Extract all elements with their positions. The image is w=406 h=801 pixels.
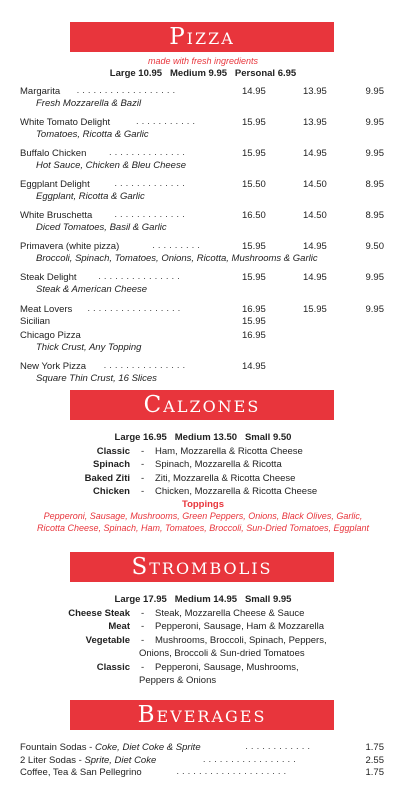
calzone-desc: Chicken, Mozzarella & Ricotta Cheese [155, 485, 318, 497]
beverage-detail: Sprite, Diet Coke [84, 754, 157, 766]
calzone-name: Classic [96, 446, 130, 457]
calzone-desc: Ziti, Mozzarella & Ricotta Cheese [155, 472, 296, 484]
pizza-title: Pizza [169, 24, 235, 50]
calzone-dash: - [141, 472, 145, 484]
stromboli-name: Cheese Steak [68, 608, 130, 619]
stromboli-dash: - [141, 621, 145, 633]
strombolis-banner [70, 552, 334, 582]
pizza-price-large: 16.95 [242, 330, 266, 341]
beverage-separator: - [86, 742, 95, 753]
calzone-dash: - [141, 485, 145, 497]
stromboli-dash: - [141, 608, 145, 619]
calzone-dash: - [141, 459, 145, 471]
beverage-leader: ............ [245, 741, 313, 752]
strombolis-title: Strombolis [131, 554, 273, 580]
pizza-item-leader: .................. [76, 85, 179, 96]
pizza-price-large: 14.95 [242, 86, 266, 97]
beverage-price: 2.55 [365, 754, 384, 766]
pizza-item-leader: ......... [152, 240, 203, 251]
calzone-dash: - [141, 446, 145, 457]
pizza-item-name: Steak Delight [20, 272, 77, 283]
beverages-title: Beverages [137, 702, 267, 728]
pizza-price-large: 16.50 [242, 210, 266, 221]
pizza-price-personal: 9.95 [365, 117, 384, 128]
beverage-leader: ................. [202, 753, 299, 765]
pizza-item-leader: ............... [103, 360, 189, 371]
pizza-item-desc: Thick Crust, Any Topping [36, 342, 142, 353]
pizza-price-personal: 8.95 [365, 179, 384, 190]
calzone-desc: Spinach, Mozzarella & Ricotta [155, 459, 282, 471]
pizza-item-name: White Bruschetta [20, 210, 93, 221]
pizza-price-personal: 9.95 [365, 86, 384, 97]
pizza-item-leader: ............. [114, 178, 188, 189]
pizza-price-large: 15.95 [242, 272, 266, 283]
pizza-item-name: White Tomato Delight [20, 117, 111, 128]
pizza-price-large: 15.95 [242, 117, 266, 128]
pizza-item-desc: Tomatoes, Ricotta & Garlic [36, 129, 149, 140]
pizza-item-name: Chicago Pizza [20, 330, 81, 341]
pizza-price-large: 15.95 [242, 316, 266, 327]
pizza-price-large: 15.50 [242, 179, 266, 190]
pizza-banner [70, 22, 334, 52]
pizza-item-desc: Diced Tomatoes, Basil & Garlic [36, 222, 167, 233]
pizza-subtitle: made with fresh ingredients [147, 56, 259, 66]
beverage-name: 2 Liter Sodas [20, 754, 76, 766]
beverage-separator: - [75, 754, 85, 766]
toppings-title: Toppings [181, 499, 225, 510]
pizza-price-medium: 13.95 [303, 117, 327, 128]
stromboli-name: Meat [108, 621, 130, 633]
pizza-price-personal: 9.95 [365, 304, 384, 315]
stromboli-desc: Mushrooms, Broccoli, Spinach, Peppers, [155, 634, 327, 646]
pizza-item-name: Meat Lovers [20, 304, 73, 315]
calzone-name: Spinach [93, 459, 130, 471]
pizza-price-personal: 8.95 [365, 210, 384, 221]
pizza-item-leader: ................. [87, 303, 184, 314]
stromboli-desc-cont: Peppers & Onions [139, 675, 217, 686]
pizza-item-name: Margarita [20, 86, 61, 97]
calzones-title: Calzones [143, 392, 261, 418]
pizza-item-desc: Fresh Mozzarella & Bazil [36, 98, 142, 109]
beverages-banner [70, 700, 334, 730]
beverage-price: 1.75 [365, 742, 384, 753]
calzone-desc: Ham, Mozzarella & Ricotta Cheese [155, 446, 303, 457]
pizza-item-desc: Broccoli, Spinach, Tomatoes, Onions, Ricotta, Mushrooms & Garlic [36, 253, 318, 264]
pizza-price-personal: 9.50 [365, 241, 384, 252]
pizza-item-name: Buffalo Chicken [20, 148, 87, 159]
toppings-line-1: Pepperoni, Sausage, Mushrooms, Green Peppers, Onions, Black Olives, Garlic, [43, 511, 363, 521]
stromboli-desc: Pepperoni, Sausage, Mushrooms, [155, 661, 299, 673]
pizza-price-medium: 14.95 [303, 241, 327, 252]
pizza-price-medium: 14.95 [303, 272, 327, 283]
pizza-price-personal: 9.95 [365, 272, 384, 283]
pizza-price-medium: 14.95 [303, 148, 327, 159]
pizza-sizes: Large 10.95 Medium 9.95 Personal 6.95 [109, 68, 297, 79]
pizza-price-personal: 9.95 [365, 148, 384, 159]
beverage-name: Fountain Sodas [20, 742, 87, 753]
stromboli-name: Vegetable [85, 634, 130, 646]
stromboli-desc-cont: Onions, Broccoli & Sun-dried Tomatoes [139, 648, 305, 660]
pizza-price-medium: 13.95 [303, 86, 327, 97]
calzones-banner [70, 390, 334, 420]
pizza-item-name: Eggplant Delight [20, 179, 90, 190]
pizza-item-leader: .............. [109, 147, 188, 158]
stromboli-dash: - [141, 634, 145, 646]
pizza-price-large: 15.95 [242, 241, 266, 252]
pizza-item-desc: Steak & American Cheese [36, 284, 148, 295]
pizza-item-leader: ............... [98, 271, 183, 282]
pizza-price-medium: 14.50 [303, 210, 327, 221]
pizza-item-leader: ............. [114, 209, 188, 220]
stromboli-desc: Pepperoni, Sausage, Ham & Mozzarella [155, 621, 324, 633]
beverage-leader: .................... [176, 766, 290, 777]
beverage-detail: Coke, Diet Coke & Sprite [95, 742, 201, 753]
pizza-item-name: Sicilian [20, 316, 51, 327]
pizza-price-large: 16.95 [242, 304, 266, 315]
beverage-item [20, 755, 156, 766]
calzones-sizes: Large 16.95 Medium 13.50 Small 9.50 [114, 432, 292, 443]
pizza-price-large: 15.95 [242, 148, 266, 159]
toppings-line-2: Ricotta Cheese, Spinach, Ham, Tomatoes, Broccoli, Sun-Dried Tomatoes, Eggplant [36, 523, 369, 533]
calzone-name: Chicken [93, 485, 130, 497]
stromboli-desc: Steak, Mozzarella Cheese & Sauce [155, 608, 305, 619]
beverage-item [20, 742, 201, 753]
beverage-price: 1.75 [365, 767, 384, 778]
pizza-price-medium: 14.50 [303, 179, 327, 190]
calzone-name: Baked Ziti [84, 472, 130, 484]
stromboli-name: Classic [96, 661, 130, 673]
pizza-item-desc: Hot Sauce, Chicken & Bleu Cheese [36, 160, 186, 171]
pizza-item-name: New York Pizza [20, 361, 87, 372]
pizza-item-desc: Eggplant, Ricotta & Garlic [36, 191, 145, 202]
strombolis-sizes: Large 17.95 Medium 14.95 Small 9.95 [114, 594, 292, 605]
pizza-item-name: Primavera (white pizza) [20, 241, 120, 252]
pizza-item-desc: Square Thin Crust, 16 Slices [36, 373, 157, 384]
pizza-price-large: 14.95 [242, 361, 266, 372]
stromboli-dash: - [141, 661, 145, 673]
pizza-price-medium: 15.95 [303, 304, 327, 315]
beverage-item [20, 767, 142, 778]
beverage-name: Coffee, Tea & San Pellegrino [20, 767, 142, 778]
pizza-item-leader: ........... [136, 116, 199, 127]
